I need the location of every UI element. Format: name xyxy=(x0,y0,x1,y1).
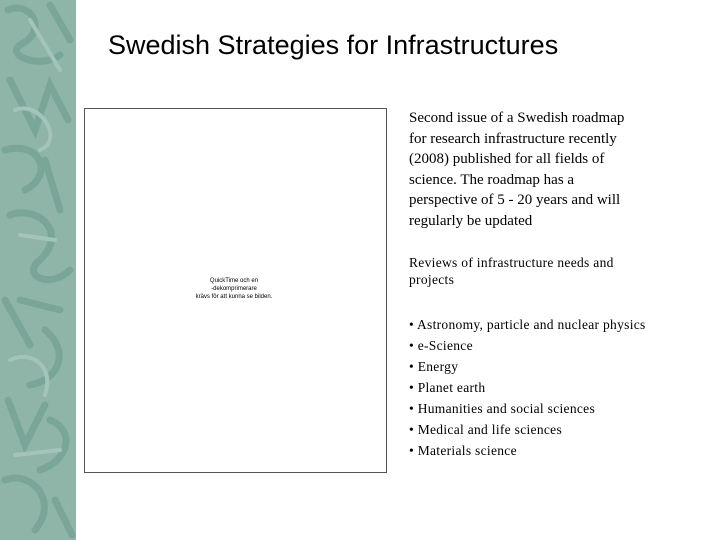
embedded-image-frame xyxy=(84,108,387,473)
placeholder-line: krävs för att kunna se bilden. xyxy=(195,294,273,300)
intro-line: science. The roadmap has a xyxy=(409,171,575,188)
intro-line: Second issue of a Swedish roadmap xyxy=(409,110,625,126)
slide-title: Swedish Strategies for Infrastructures xyxy=(108,30,559,60)
image-placeholder-message xyxy=(185,277,283,301)
calligraphy-pattern-icon xyxy=(0,0,76,540)
intro-line: for research infrastructure recently xyxy=(409,130,617,147)
list-item: • Humanities and social sciences xyxy=(409,398,709,419)
slide-body xyxy=(409,108,709,461)
intro-line: (2008) published for all fields of xyxy=(409,151,605,167)
placeholder-line: -dekomprimerare xyxy=(211,286,257,292)
list-item: • Materials science xyxy=(409,440,709,461)
intro-line: perspective of 5 - 20 years and will xyxy=(409,192,621,208)
reviews-line: Reviews of infrastructure needs and xyxy=(409,255,614,270)
list-item: • Planet earth xyxy=(409,377,709,398)
fields-list xyxy=(409,314,709,461)
list-item: • Astronomy, particle and nuclear physics xyxy=(409,314,709,335)
list-item: • Energy xyxy=(409,356,709,377)
intro-line: regularly be updated xyxy=(409,212,533,229)
placeholder-line: QuickTime och en xyxy=(209,278,259,284)
decorative-side-band xyxy=(0,0,76,540)
list-item: • Medical and life sciences xyxy=(409,419,709,440)
intro-paragraph xyxy=(409,108,709,231)
list-item: • e-Science xyxy=(409,335,709,356)
reviews-paragraph xyxy=(409,254,709,288)
reviews-line: projects xyxy=(409,272,455,287)
